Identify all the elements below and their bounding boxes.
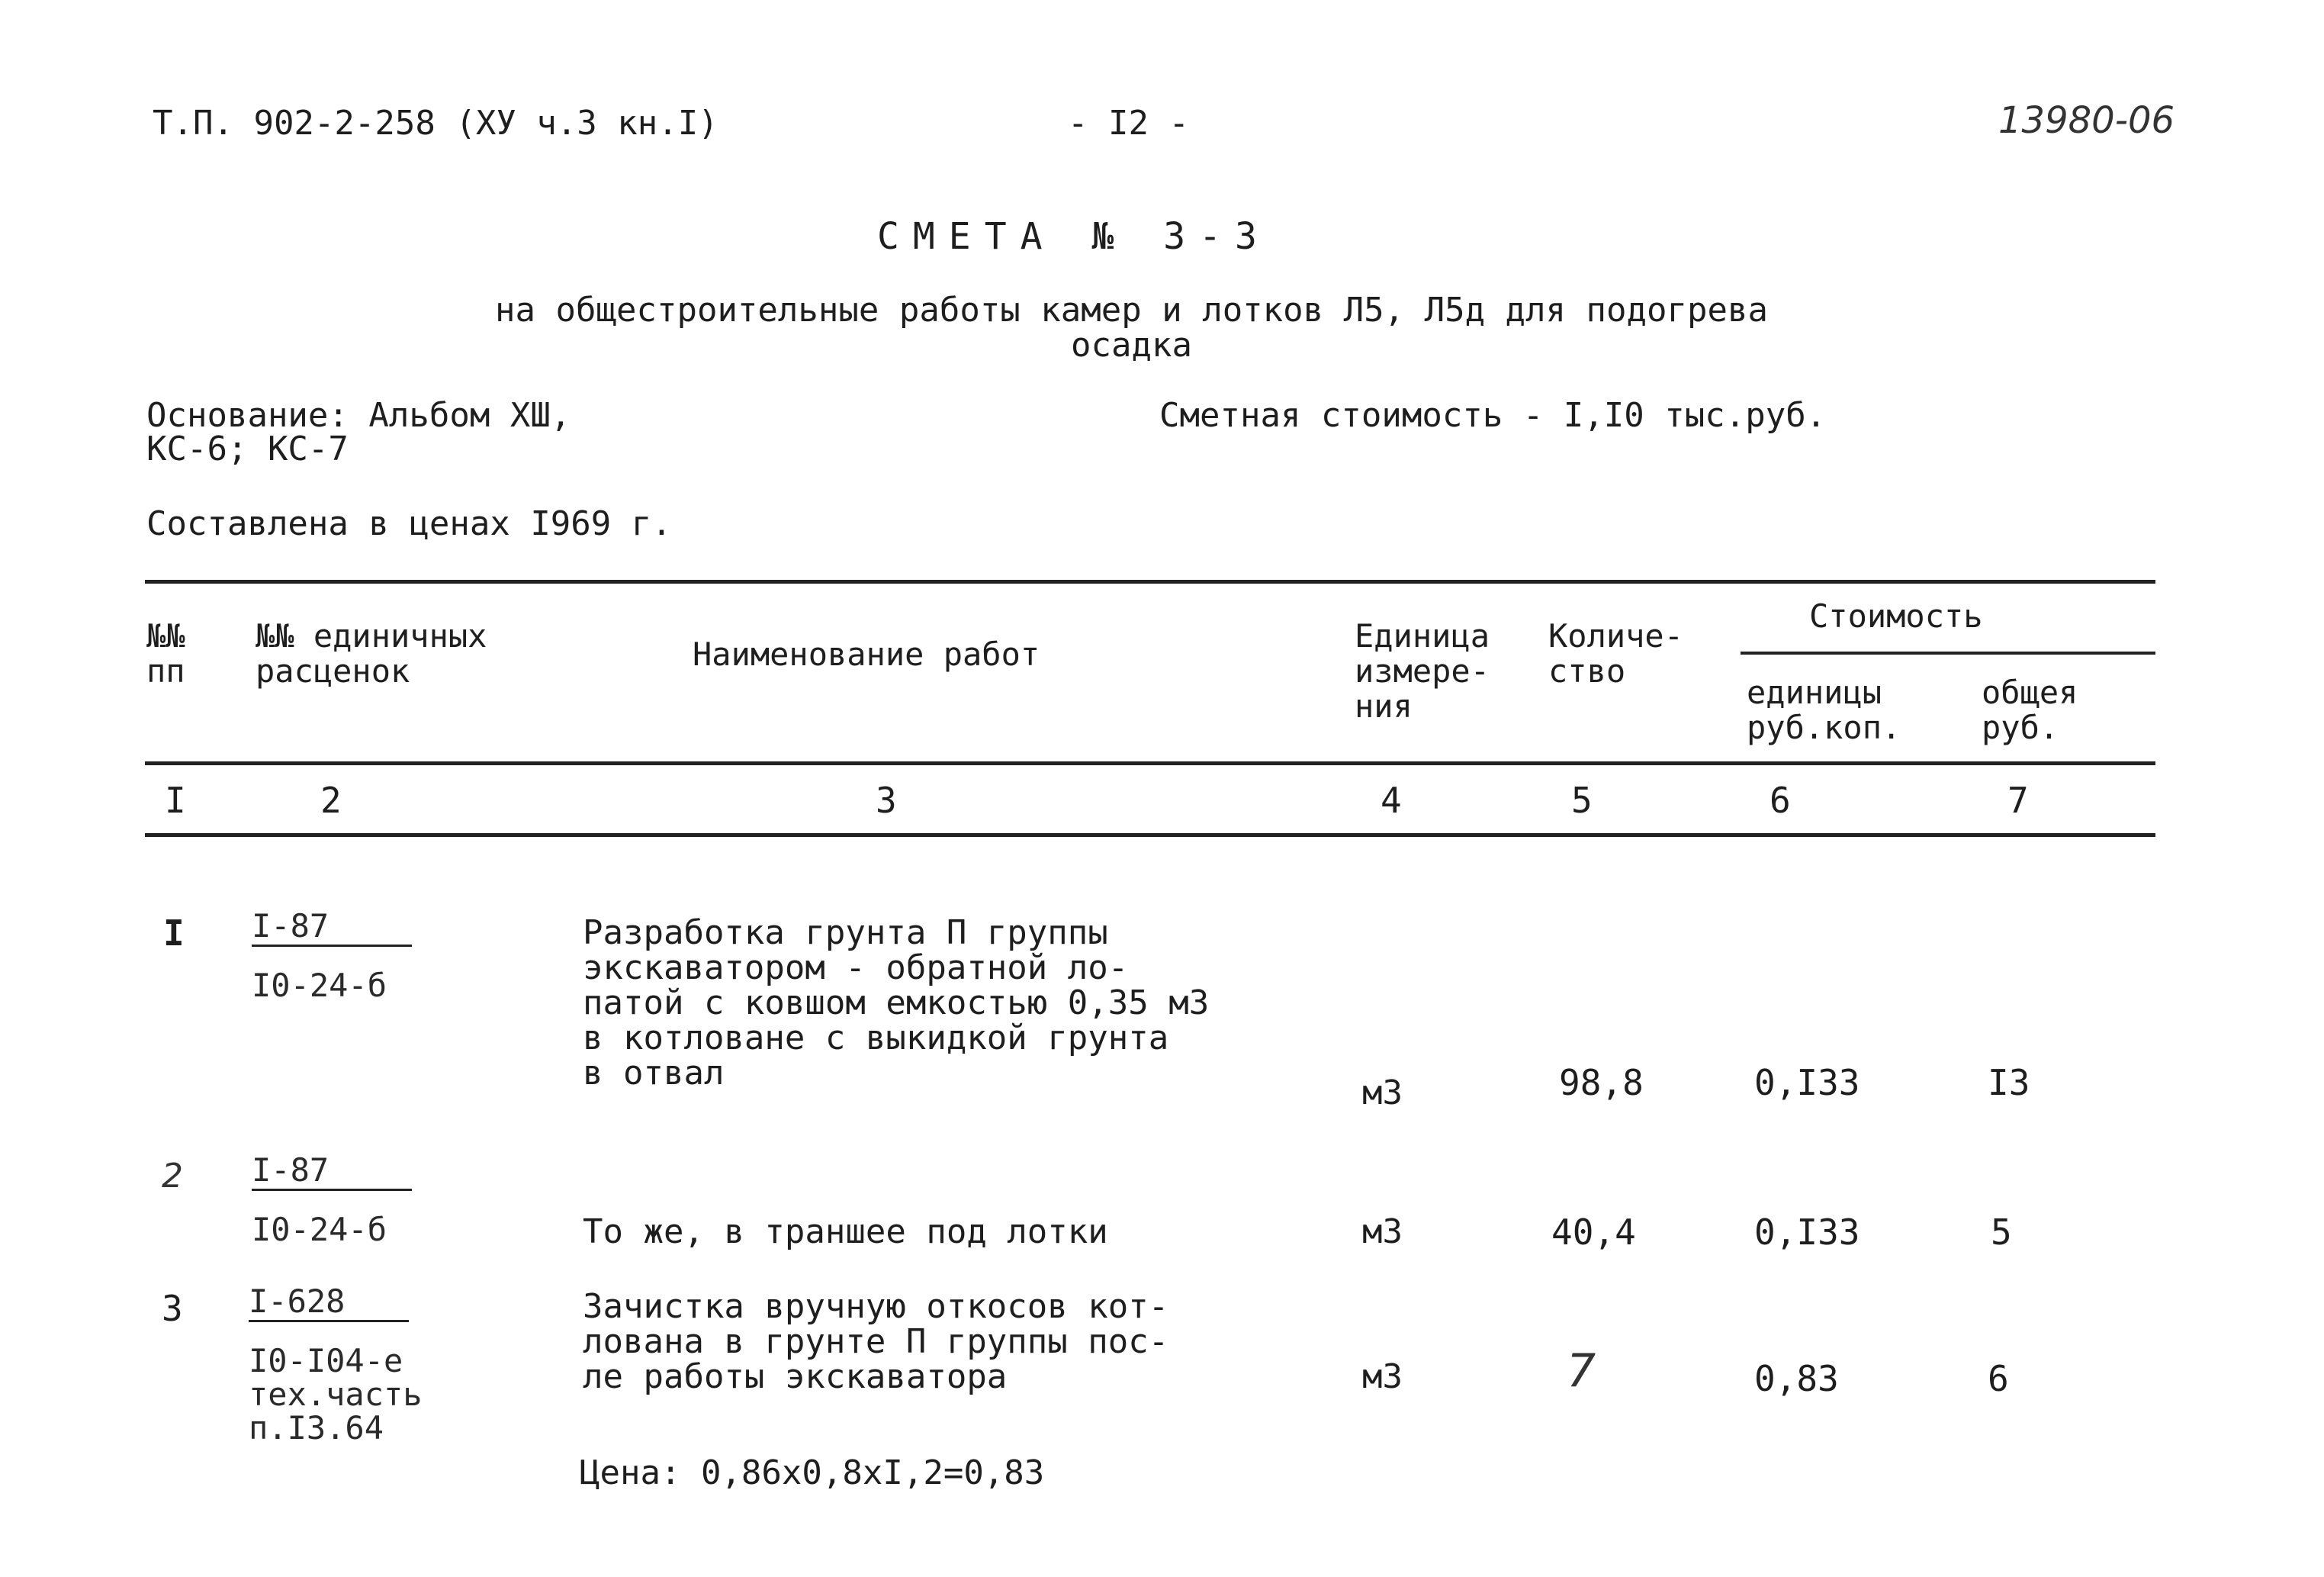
row3-code-bottom-line3: п.I3.64 [249,1409,384,1447]
row2-number: 2 [162,1157,183,1196]
column-number-6: 6 [1770,780,1791,821]
row1-name-line5: в отвал [583,1054,725,1093]
row3-quantity: 7 [1567,1344,1596,1398]
row3-code-top [249,1285,409,1322]
header-col6-l1: единицы [1747,674,1882,711]
header-col7-l1: общея [1982,674,2078,711]
row2-name-line1: То же, в траншее под лотки [583,1212,1108,1251]
row2-quantity: 40,4 [1551,1212,1636,1253]
row3-code-top-text: I-628 [249,1285,409,1322]
row3-name-line2: лована в грунте П группы пос- [583,1322,1169,1361]
header-col7-l2: руб. [1982,709,2059,746]
basis-line1: Основание: Альбом ХШ, [146,396,571,435]
row1-name-line2: экскаватором - обратной ло- [583,948,1129,987]
column-number-4: 4 [1381,780,1402,821]
estimate-title: СМЕТА № 3-3 [877,215,1271,258]
table-top-rule [145,580,2155,584]
header-cost-group: Стоимость [1809,597,1983,635]
document-reference: Т.П. 902-2-258 (ХУ ч.3 кн.I) [153,104,718,143]
row3-total: 6 [1988,1358,2009,1399]
row1-unit-cost: 0,I33 [1754,1062,1860,1103]
estimate-subtitle-line1: на общестроительные работы камер и лотков Л5, Л5д для подогрева [495,291,1768,330]
estimated-cost: Сметная стоимость - I,I0 тыс.руб. [1159,396,1827,435]
row1-code-top-text: I-87 [252,909,412,947]
row3-code-bottom-line1: I0-I04-е [249,1342,403,1379]
row2-code-top-text: I-87 [252,1154,412,1191]
row1-number: I [163,912,185,954]
row3-unit-cost: 0,83 [1754,1358,1839,1399]
header-col6-l2: руб.коп. [1747,709,1901,746]
row2-code-bottom: I0-24-б [252,1211,387,1248]
column-number-3: 3 [876,780,897,821]
header-col4-l2: измере- [1355,652,1490,690]
column-number-5: 5 [1571,780,1593,821]
header-col2-l1: №№ единичных [256,617,487,655]
header-col1-l2: пп [146,652,185,690]
row1-total: I3 [1988,1062,2030,1103]
row2-total: 5 [1991,1212,2012,1253]
row1-name-line1: Разработка грунта П группы [583,913,1108,952]
header-col2-l2: расценок [256,652,410,690]
column-number-7: 7 [2007,780,2029,821]
header-col1-l1: №№ [146,617,185,655]
row1-name-line3: патой с ковшом емкостью 0,35 м3 [583,983,1210,1022]
column-number-1: I [165,780,186,821]
row3-name-line1: Зачистка вручную откосов кот- [583,1287,1169,1326]
row1-name-line4: в котловане с выкидкой грунта [583,1019,1169,1057]
estimate-subtitle-line2: осадка [1071,326,1192,365]
row3-price-note: Цена: 0,86х0,8хI,2=0,83 [580,1453,1045,1492]
header-col4-l3: ния [1355,687,1413,725]
basis-line2: КС-6; КС-7 [146,430,349,468]
row3-number: 3 [162,1288,183,1329]
row3-code-bottom-line2: тех.часть [249,1376,423,1413]
header-col5-l1: Количе- [1548,617,1684,655]
row1-code-top [252,909,412,947]
prices-year: Составлена в ценах I969 г. [146,504,672,543]
row1-quantity: 98,8 [1559,1062,1644,1103]
row1-unit: м3 [1362,1073,1403,1112]
row1-code-bottom: I0-24-б [252,967,387,1004]
row3-unit: м3 [1362,1357,1403,1396]
header-col3: Наименование работ [693,636,1040,673]
row3-name-line3: ле работы экскаватора [583,1357,1008,1396]
page-number: - I2 - [1068,104,1189,143]
header-col4-l1: Единица [1355,617,1490,655]
row2-unit: м3 [1362,1212,1403,1251]
cost-group-rule [1741,652,2155,655]
column-numbers-rule [145,833,2155,837]
row2-unit-cost: 0,I33 [1754,1212,1860,1253]
archive-number: 13980-06 [1998,99,2175,142]
header-col5-l2: ство [1548,652,1626,690]
header-bottom-rule [145,761,2155,765]
column-number-2: 2 [320,780,342,821]
row2-code-top [252,1151,412,1191]
